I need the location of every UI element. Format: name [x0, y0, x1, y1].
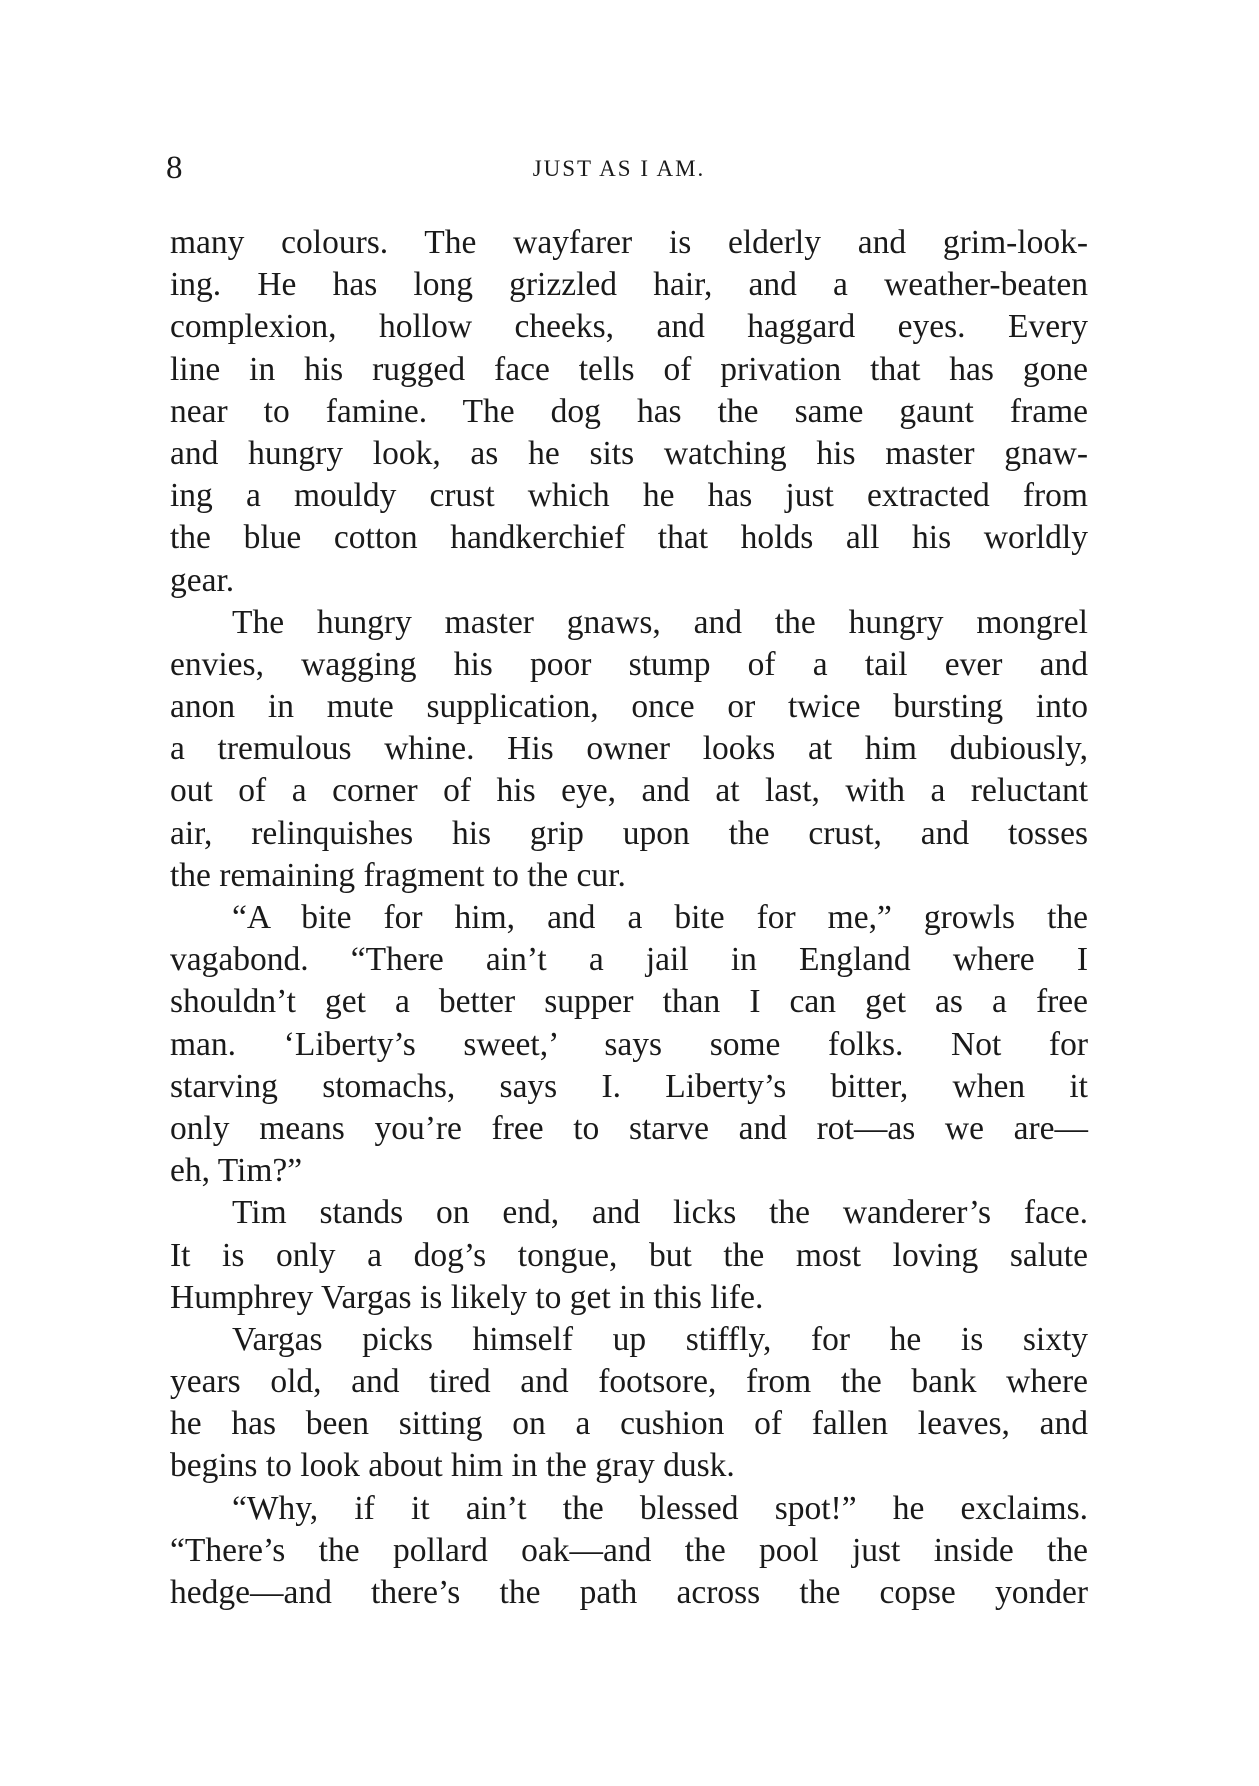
- text-line: begins to look about him in the gray dusk.: [170, 1447, 735, 1485]
- text-line: many colours. The wayfarer is elderly and grim-look-: [170, 224, 1088, 261]
- text-line: shouldn’t get a better supper than I can get as a free: [170, 983, 1088, 1021]
- text-line: Vargas picks himself up stiffly, for he is sixty: [232, 1320, 1088, 1358]
- text-line: man. ‘Liberty’s sweet,’ says some folks. Not for: [170, 1025, 1088, 1063]
- text-line: complexion, hollow cheeks, and haggard eyes. Every: [170, 308, 1088, 346]
- text-line: only means you’re free to starve and rot—as we are—: [170, 1109, 1088, 1147]
- text-line: air, relinquishes his grip upon the crust, and tosses: [170, 814, 1088, 852]
- text-line: a tremulous whine. His owner looks at him dubiously,: [170, 730, 1088, 768]
- text-line: envies, wagging his poor stump of a tail ever and: [170, 645, 1088, 683]
- running-title: JUST AS I AM.: [532, 156, 706, 181]
- text-line: ing a mouldy crust which he has just extracted from: [170, 477, 1088, 515]
- text-line: Humphrey Vargas is likely to get in this life.: [170, 1278, 764, 1316]
- text-line: and hungry look, as he sits watching his master gnaw-: [170, 434, 1088, 472]
- text-line: “Why, if it ain’t the blessed spot!” he exclaims.: [232, 1489, 1088, 1527]
- text-line: “A bite for him, and a bite for me,” growls the: [232, 899, 1088, 936]
- running-head: [160, 148, 1078, 188]
- text-line: near to famine. The dog has the same gaunt frame: [170, 392, 1088, 430]
- page-number: 8: [166, 150, 183, 186]
- text-line: hedge—and there’s the path across the copse yonder: [170, 1574, 1088, 1611]
- text-line: out of a corner of his eye, and at last, with a reluctant: [170, 772, 1088, 810]
- text-line: he has been sitting on a cushion of fallen leaves, and: [170, 1405, 1088, 1443]
- text-line: gear.: [170, 561, 235, 599]
- text-line: the remaining fragment to the cur.: [170, 856, 626, 894]
- text-line: It is only a dog’s tongue, but the most loving salute: [170, 1236, 1088, 1274]
- text-line: eh, Tim?”: [170, 1152, 303, 1190]
- text-line: Tim stands on end, and licks the wanderer’s face.: [232, 1194, 1088, 1232]
- text-line: starving stomachs, says I. Liberty’s bitter, when it: [170, 1067, 1088, 1105]
- text-line: the blue cotton handkerchief that holds all his worldly: [170, 519, 1088, 557]
- body-text: [170, 222, 1088, 1614]
- text-line: years old, and tired and footsore, from the bank where: [170, 1363, 1088, 1401]
- text-line: anon in mute supplication, once or twice bursting into: [170, 688, 1088, 726]
- text-line: ing. He has long grizzled hair, and a weather-beaten: [170, 266, 1088, 304]
- text-line: vagabond. “There ain’t a jail in England where I: [170, 941, 1088, 979]
- text-line: line in his rugged face tells of privation that has gone: [170, 350, 1088, 388]
- text-line: “There’s the pollard oak—and the pool just inside the: [170, 1531, 1088, 1569]
- text-line: The hungry master gnaws, and the hungry mongrel: [232, 603, 1088, 641]
